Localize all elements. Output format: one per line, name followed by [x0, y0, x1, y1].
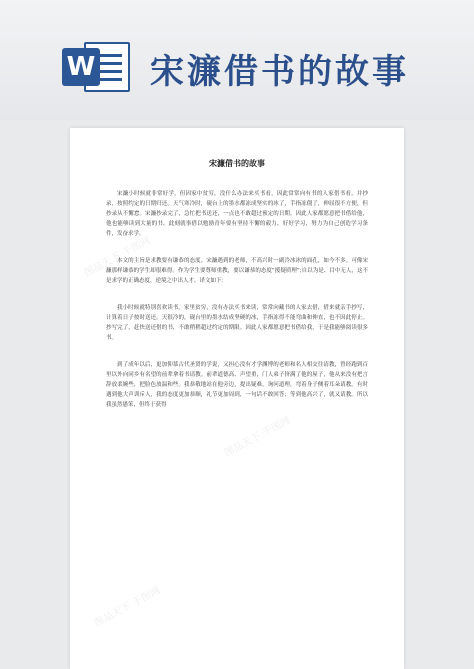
word-logo-badge: W — [62, 48, 100, 86]
word-document-icon — [62, 38, 134, 96]
document-page — [70, 128, 404, 669]
watermark: 图品天下 千图网 — [82, 235, 153, 280]
watermark: 图品天下 千图网 — [222, 415, 293, 460]
header-banner — [0, 0, 474, 120]
paragraph-2: 本文的主旨是求教要有谦恭的态度。宋濂遇到的老师，不高兴时一副冷冰冰的面孔，如今不多。可像宋濂那样谦恭的学生却很难得。作为学生要尊师重教，要以谦恭的态度“援疑质理”;自以为是、目中无人，这不是求学的正确态度，逆境之中出人才，译文如下： — [106, 258, 368, 284]
paragraph-4: 到了成年以后，更加仰慕古代圣贤的学说，又担心没有才学渊博的老师和名人相交往请教，曾经跑到百里以外向同乡有名望的前辈拿着书请教。前辈道德高、声望重，门人弟子挤满了他的屋子，他从来没有把言辞放柔婉些，把脸色放温和些。我恭敬地站在他旁边，提出疑难，询问道理，弯着身子侧着耳朵请教。有时遇到他大声训斥人，我的态度更加恭顺，礼节更加周到，一句话不敢回答；等到他高兴了，就又请教。所以我虽然愚笨，但终于获得 — [106, 362, 368, 408]
banner-title: 宋濂借书的故事 — [150, 52, 409, 92]
paragraph-3: 我小时候就特别喜欢读书。家里贫穷，没有办法买书来读，常常向藏书的人家去借，借来就亲手抄写，计算着日子按时送还。天很冷的，砚台里的墨水结成坚硬的冰，手指冻得不能弯曲和伸直，也不因此停止。抄写完了，赶快送还借的书，不敢稍稍超过约定的期限。因此人家都愿意把书借给我，于是我能够阅读很多书。 — [106, 305, 368, 341]
document-title: 宋濂借书的故事 — [209, 159, 265, 168]
watermark: 图品天下 千图网 — [92, 585, 163, 630]
paragraph-1: 宋濂小时候就非常好学，但因家中贫穷，没什么办法来买书看，因此常常向有书的人家借书看，并抄录，按照约定的日期归还。天气寒冷时，砚台上的墨水都冻成坚实的冰了，手指冻僵了，伸屈很不方便，但抄录从不懈怠。宋濂抄录完了，急忙把书送还，一点也不敢超过预定的日期。因此人家都愿意把书借给他，他也能够读到大量的书，此刻就事借以勉励青年要有坚持不懈的毅力，好好学习，努力为自己创造学习条件，发奋求学。 — [106, 191, 368, 237]
